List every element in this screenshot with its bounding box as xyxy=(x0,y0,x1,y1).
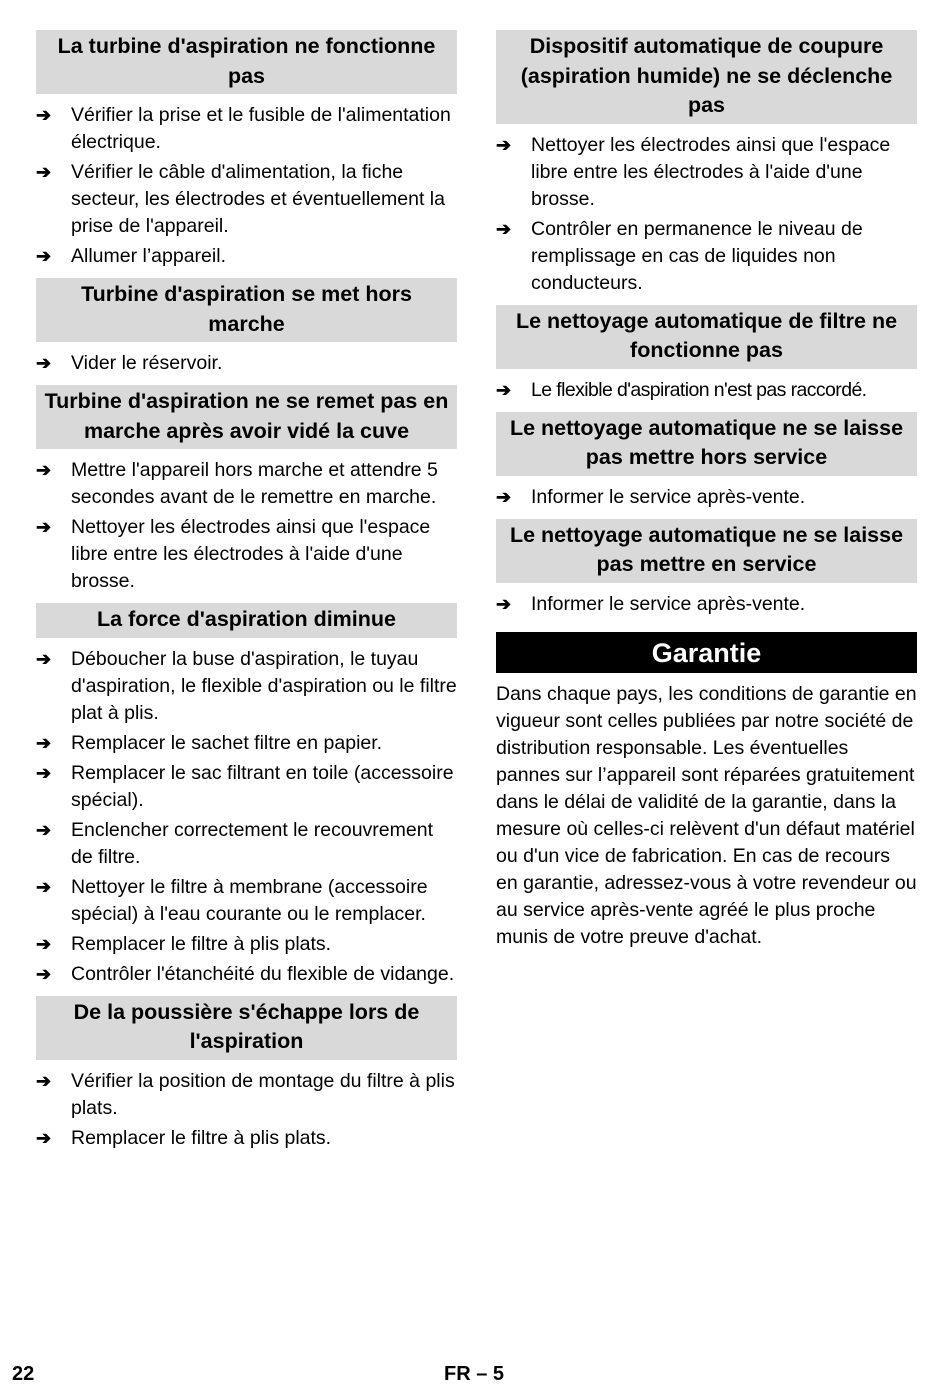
arrow-right-icon: ➔ xyxy=(36,963,52,984)
list-item xyxy=(496,484,917,511)
list-item xyxy=(36,1125,457,1152)
item-text: Remplacer le sachet filtre en papier. xyxy=(71,731,383,754)
arrow-right-icon: ➔ xyxy=(36,1127,52,1148)
garantie-heading: Garantie xyxy=(496,632,917,673)
section-dispositif-coupure xyxy=(496,30,917,297)
section-heading: La turbine d'aspiration ne fonctionne pas xyxy=(36,30,457,94)
item-text: Nettoyer les électrodes ainsi que l'espace libre entre les électrodes à l'aide d'une brosse. xyxy=(531,133,891,210)
list-item xyxy=(36,874,457,928)
item-list xyxy=(36,457,457,595)
list-item xyxy=(36,457,457,511)
list-item xyxy=(36,817,457,871)
item-text: Vérifier la position de montage du filtre à plis plats. xyxy=(71,1069,455,1119)
list-item xyxy=(496,377,917,404)
list-item xyxy=(36,159,457,240)
list-item xyxy=(36,1068,457,1122)
arrow-right-icon: ➔ xyxy=(36,246,52,266)
arrow-right-icon: ➔ xyxy=(36,933,52,954)
item-list xyxy=(496,132,917,297)
item-list xyxy=(36,1068,457,1152)
arrow-right-icon: ➔ xyxy=(36,517,52,537)
section-heading: Le nettoyage automatique ne se laisse pas mettre hors service xyxy=(496,412,917,476)
item-text: Informer le service après-vente. xyxy=(531,592,806,615)
item-text: Nettoyer les électrodes ainsi que l'espace libre entre les électrodes à l'aide d'une brosse. xyxy=(71,516,431,592)
arrow-right-icon: ➔ xyxy=(36,162,52,182)
page-number: 22 xyxy=(12,1363,35,1385)
item-list xyxy=(496,591,917,618)
section-heading: Le nettoyage automatique de filtre ne fonctionne pas xyxy=(496,305,917,369)
item-text: Mettre l'appareil hors marche et attendre 5 secondes avant de le remettre en marche. xyxy=(71,459,438,508)
item-text: Vider le réservoir. xyxy=(71,352,223,374)
arrow-right-icon: ➔ xyxy=(36,732,52,753)
section-poussiere-echappe xyxy=(36,996,457,1152)
section-nettoyage-hors-service xyxy=(496,412,917,511)
arrow-right-icon: ➔ xyxy=(36,353,52,373)
list-item xyxy=(496,591,917,618)
section-force-aspiration-diminue xyxy=(36,603,457,988)
item-list xyxy=(36,646,457,988)
item-text: Vérifier la prise et le fusible de l'alimentation électrique. xyxy=(71,104,451,153)
list-item xyxy=(36,243,457,270)
list-item xyxy=(36,730,457,757)
arrow-right-icon: ➔ xyxy=(36,819,52,840)
item-text: Allumer l’appareil. xyxy=(71,245,226,267)
item-text: Nettoyer le filtre à membrane (accessoire spécial) à l'eau courante ou le remplacer. xyxy=(71,875,428,925)
section-turbine-ne-fonctionne-pas xyxy=(36,30,457,270)
item-text: Le flexible d'aspiration n'est pas raccordé. xyxy=(531,378,867,401)
item-list xyxy=(36,350,457,377)
arrow-right-icon: ➔ xyxy=(36,105,52,125)
list-item xyxy=(36,646,457,727)
list-item xyxy=(36,350,457,377)
item-list xyxy=(496,484,917,511)
section-heading: Le nettoyage automatique ne se laisse pas mettre en service xyxy=(496,519,917,583)
arrow-right-icon: ➔ xyxy=(496,486,512,507)
item-list xyxy=(36,102,457,270)
list-item xyxy=(36,514,457,595)
arrow-right-icon: ➔ xyxy=(496,593,512,614)
item-text: Contrôler en permanence le niveau de remplissage en cas de liquides non conducteurs. xyxy=(531,217,863,294)
arrow-right-icon: ➔ xyxy=(36,762,52,783)
section-heading: Dispositif automatique de coupure (aspiration humide) ne se déclenche pas xyxy=(496,30,917,124)
list-item xyxy=(496,132,917,213)
item-list xyxy=(496,377,917,404)
garantie-text: Dans chaque pays, les conditions de garantie en vigueur sont celles publiées par notre société de distribution responsable. Les éventuelles pannes sur l’appareil sont réparées gratuitement dans le délai de validité de la garantie, dans la mesure où celles-ci relèvent d'un défaut matériel ou d'un vice de fabrication. En cas de recours en garantie, adressez-vous à votre revendeur ou au service après-vente agréé le plus proche munis de votre preuve d'achat. xyxy=(496,682,917,948)
list-item xyxy=(36,102,457,156)
arrow-right-icon: ➔ xyxy=(36,648,52,669)
section-turbine-hors-marche xyxy=(36,278,457,377)
list-item xyxy=(36,961,457,988)
list-item xyxy=(36,760,457,814)
arrow-right-icon: ➔ xyxy=(36,1070,52,1091)
section-heading: De la poussière s'échappe lors de l'aspiration xyxy=(36,996,457,1060)
section-heading: Turbine d'aspiration ne se remet pas en marche après avoir vidé la cuve xyxy=(36,385,457,449)
item-text: Enclencher correctement le recouvrement de filtre. xyxy=(71,818,433,868)
item-text: Informer le service après-vente. xyxy=(531,485,806,508)
section-turbine-ne-se-remet-pas xyxy=(36,385,457,595)
arrow-right-icon: ➔ xyxy=(496,134,512,155)
list-item xyxy=(36,931,457,958)
right-column xyxy=(496,30,917,951)
item-text: Vérifier le câble d'alimentation, la fiche secteur, les électrodes et éventuellement la prise de l'appareil. xyxy=(71,161,445,237)
item-text: Remplacer le filtre à plis plats. xyxy=(71,1126,332,1149)
left-column xyxy=(36,30,457,1160)
arrow-right-icon: ➔ xyxy=(496,218,512,239)
section-heading: Turbine d'aspiration se met hors marche xyxy=(36,278,457,342)
item-text: Contrôler l'étanchéité du flexible de vidange. xyxy=(71,962,455,985)
section-heading: La force d'aspiration diminue xyxy=(36,603,457,638)
section-nettoyage-filtre xyxy=(496,305,917,404)
language-page-label: FR – 5 xyxy=(444,1363,505,1385)
section-garantie xyxy=(496,632,917,951)
arrow-right-icon: ➔ xyxy=(36,460,52,480)
item-text: Remplacer le filtre à plis plats. xyxy=(71,932,332,955)
arrow-right-icon: ➔ xyxy=(496,379,511,400)
section-nettoyage-en-service xyxy=(496,519,917,618)
item-text: Déboucher la buse d'aspiration, le tuyau d'aspiration, le flexible d'aspiration ou le filtre plat à plis. xyxy=(71,647,457,724)
list-item xyxy=(496,216,917,297)
item-text: Remplacer le sac filtrant en toile (accessoire spécial). xyxy=(71,761,454,811)
arrow-right-icon: ➔ xyxy=(36,876,52,897)
